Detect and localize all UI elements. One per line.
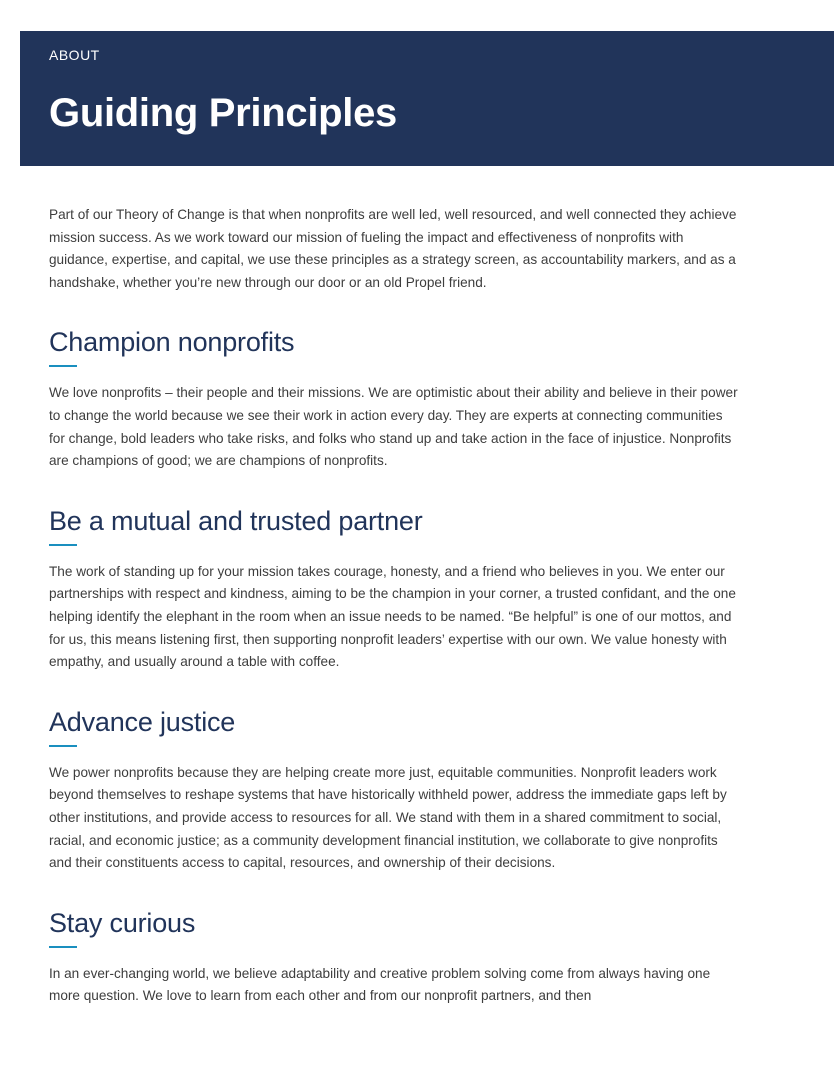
accent-rule — [49, 365, 77, 367]
page-title: Guiding Principles — [49, 91, 397, 135]
principle-heading: Champion nonprofits — [49, 327, 295, 358]
principle-body: We love nonprofits – their people and their missions. We are optimistic about their ability and believe in their power to change the world because we see their work in action every day. They are experts at connecting communities for change, bold leaders who take risks, and folks who stand up and take action in the face of injustice. Nonprofits are champions of good; we are champions of nonprofits. — [49, 385, 738, 469]
principle-section-trusted-partner — [49, 504, 739, 674]
principle-heading: Stay curious — [49, 907, 196, 938]
page-header-banner — [20, 31, 834, 166]
accent-rule — [49, 745, 77, 747]
principle-body: We power nonprofits because they are helping create more just, equitable communities. Nonprofit leaders work beyond themselves to reshape systems that have historically withheld power, address the immediate gaps left by other institutions, and provide access to resources for all. We stand with them in a shared commitment to social, racial, and economic justice; as a community development financial institution, we collaborate to give nonprofits and their constituents access to capital, resources, and ownership of their decisions. — [49, 764, 727, 871]
principle-heading: Be a mutual and trusted partner — [49, 505, 423, 536]
principle-body: The work of standing up for your mission takes courage, honesty, and a friend who believes in you. We enter our partnerships with respect and kindness, aiming to be the champion in your corner, a trusted confidant, and the one helping identify the elephant in the room when an issue needs to be named. “Be helpful” is one of our mottos, and for us, this means listening first, then supporting nonprofit leaders’ expertise with our own. We value honesty with empathy, and usually around a table with coffee. — [49, 563, 736, 670]
principle-section-champion-nonprofits — [49, 325, 739, 472]
accent-rule — [49, 544, 77, 546]
accent-rule — [49, 946, 77, 948]
section-eyebrow: ABOUT — [49, 47, 100, 63]
principle-section-stay-curious — [49, 906, 739, 1008]
principle-body: In an ever-changing world, we believe adaptability and creative problem solving come from always having one more question. We love to learn from each other and from our nonprofit partners, and then — [49, 965, 711, 1004]
principle-section-advance-justice — [49, 705, 739, 875]
principle-heading: Advance justice — [49, 706, 236, 737]
main-content — [49, 204, 739, 1008]
intro-paragraph: Part of our Theory of Change is that when nonprofits are well led, well resourced, and well connected they achieve mission success. As we work toward our mission of fueling the impact and effectiveness of nonprofits with guidance, expertise, and capital, we use these principles as a strategy screen, as accountability markers, and as a handshake, whether you’re new through our door or an old Propel friend. — [49, 207, 737, 290]
